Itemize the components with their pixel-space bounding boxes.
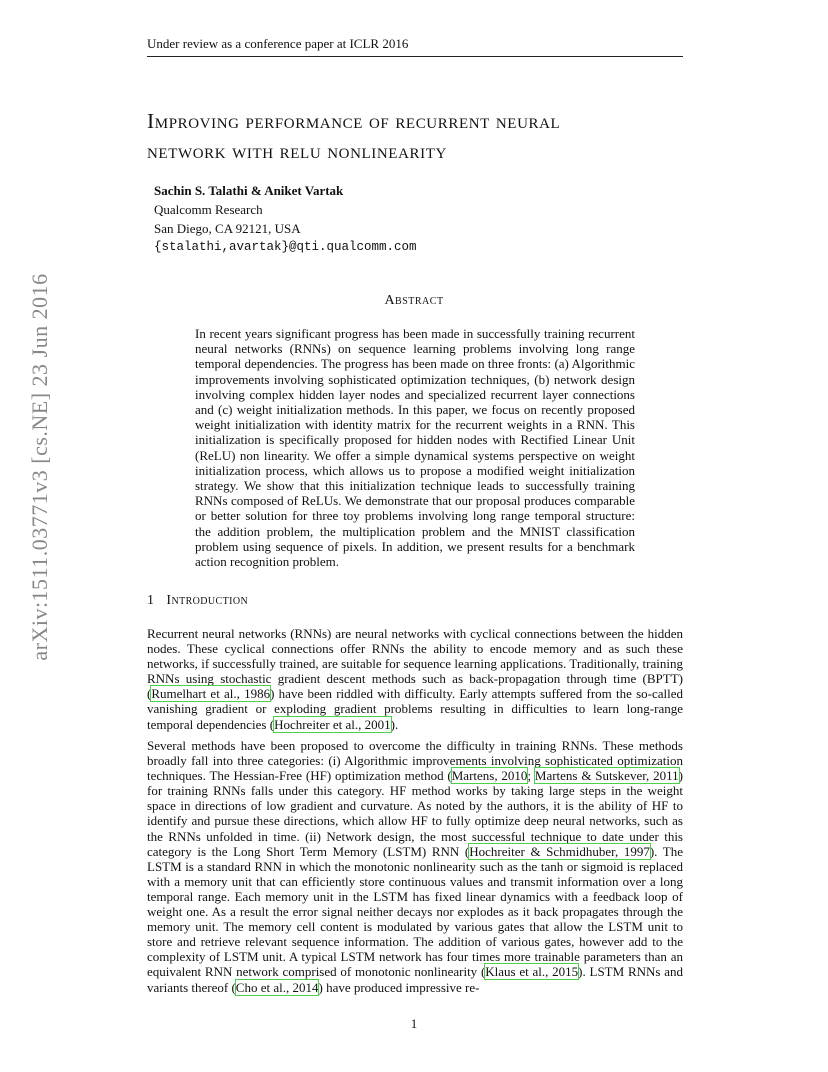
paragraph-text: ) have produced impressive re- — [318, 979, 480, 995]
intro-paragraph-2 — [147, 738, 683, 995]
intro-paragraph-1 — [147, 626, 683, 732]
page-number: 1 — [410, 1016, 418, 1031]
citation-link[interactable]: Martens & Sutskever, 2011 — [534, 768, 679, 784]
citation-link[interactable]: Cho et al., 2014 — [235, 979, 319, 995]
citation-link[interactable]: Rumelhart et al., 1986 — [151, 686, 271, 702]
citation-link[interactable]: Hochreiter & Schmidhuber, 1997 — [469, 843, 650, 859]
paragraph-text: ). LSTM RNNs and variants thereof ( — [147, 964, 683, 995]
section-number: 1 — [147, 593, 155, 608]
citation-link[interactable]: Martens, 2010 — [451, 768, 528, 784]
paragraph-text: ). The LSTM is a standard RNN in which the monotonic nonlinearity such as the tanh or sigmoid is replaced with a memory unit that can efficiently store continuous values and transmit information over a long temporal range. Each memory unit in the LSTM has fixed linear dynamics with a feedback loop of weight one. As a result the error signal neither decays nor explodes as it back propagates through the memory unit. The memory cell content is modulated by various gates that allow the LSTM unit to store and retrieve relevant sequence information. The addition of various gates, however add to the complexity of LSTM unit. A typical LSTM network has four times more trainable parameters than an equivalent RNN network comprised of monotonic nonlinearity ( — [147, 843, 683, 980]
arxiv-identifier: arXiv:1511.03771v3 [cs.NE] 23 Jun 2016 — [27, 273, 52, 661]
paper-title — [147, 106, 707, 166]
author-address: San Diego, CA 92121, USA — [154, 221, 301, 236]
title-line-2: network with relu nonlinearity — [147, 139, 447, 163]
citation-link[interactable]: Hochreiter et al., 2001 — [274, 716, 391, 732]
abstract-text: In recent years significant progress has been made in successfully training recurrent neural networks (RNNs) on sequence learning problems involving long range temporal dependencies. The progress has been made on three fronts: (a) Algorithmic improvements involving sophisticated optimization techniques, (b) network design involving complex hidden layer nodes and specialized recurrent layer connections and (c) weight initialization methods. In this paper, we focus on recently proposed weight initialization with identity matrix for the recurrent weights in a RNN. This initialization is specifically proposed for hidden nodes with Rectified Linear Unit (ReLU) non linearity. We offer a simple dynamical systems perspective on weight initialization process, which allows us to propose a modified weight initialization strategy. We show that this initialization technique leads to successfully training RNNs composed of ReLUs. We demonstrate that our proposal produces comparable or better solution for three toy problems involving long range temporal structure: the addition problem, the multiplication problem and the MNIST classification problem using sequence of pixels. In addition, we present results for a benchmark action recognition problem. — [195, 326, 635, 570]
author-affiliation: Qualcomm Research — [154, 202, 263, 217]
citation-link[interactable]: Klaus et al., 2015 — [485, 964, 579, 980]
author-email: {stalathi,avartak}@qti.qualcomm.com — [154, 240, 417, 254]
author-names: Sachin S. Talathi & Aniket Vartak — [154, 183, 344, 198]
running-header: Under review as a conference paper at ICLR 2016 — [147, 36, 683, 57]
paragraph-text: ) have been riddled with difficulty. Early attempts suffered from the so-called vanishing gradient or exploding gradient problems resulting in difficulties to learn long-range temporal dependencies ( — [147, 686, 684, 732]
paragraph-text: ; — [527, 768, 535, 784]
paragraph-text: ). — [390, 716, 399, 732]
title-line-1: Improving performance of recurrent neural — [147, 109, 561, 133]
paragraph-text: ) for training RNNs falls under this category. HF method works by taking large steps in the weight space in directions of low gradient and curvature. As noted by the authors, it is the ability of HF to identify and pursue these directions, which allow HF to fully optimize deep neural networks, such as the RNNs unfolded in time. (ii) Network design, the most successful technique to date under this category is the Long Short Term Memory (LSTM) RNN ( — [147, 768, 683, 859]
section-title: Introduction — [166, 593, 249, 608]
author-block — [154, 181, 417, 257]
abstract-heading: Abstract — [384, 293, 444, 308]
paragraph-text: Several methods have been proposed to overcome the difficulty in training RNNs. These methods broadly fall into three categories: (i) Algorithmic improvements involving sophisticated optimization techniques. The Hessian-Free (HF) optimization method ( — [147, 738, 683, 784]
section-heading — [147, 593, 248, 609]
paragraph-text: Recurrent neural networks (RNNs) are neural networks with cyclical connections between the hidden nodes. These cyclical connections offer RNNs the ability to encode memory and as such these networks, if successfully trained, are suitable for sequence learning applications. Traditionally, training RNNs using stochastic gradient descent methods such as back-propagation through time (BPTT) ( — [147, 626, 683, 702]
